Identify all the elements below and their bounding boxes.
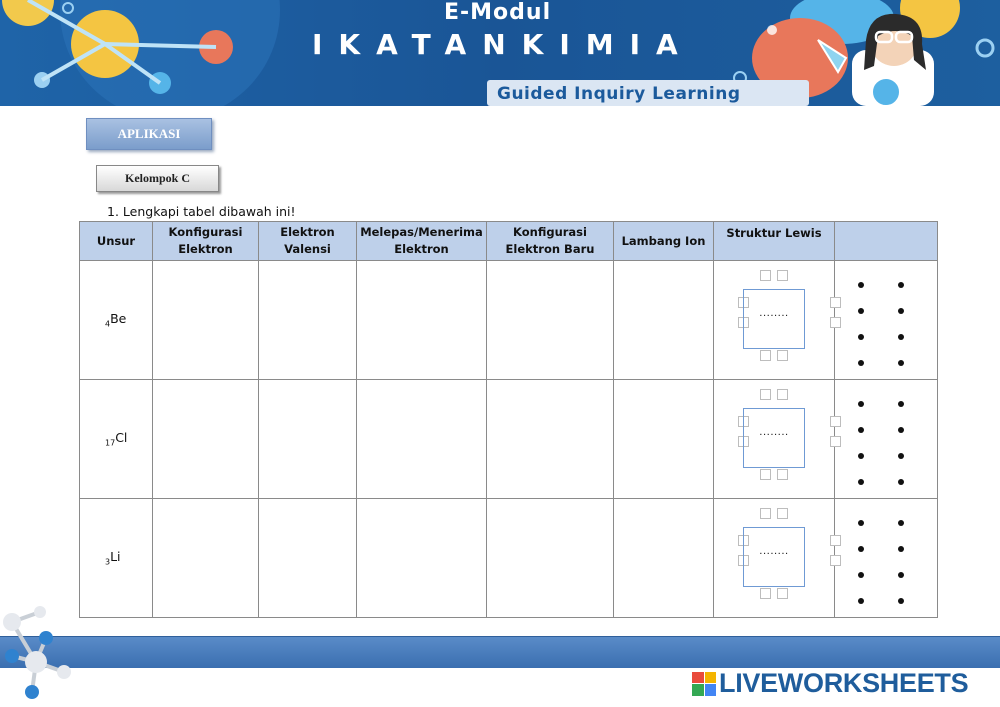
molecule-icon [0,600,80,707]
electron-dot[interactable] [898,360,904,366]
footer-bar [0,636,1000,668]
lewis-diagram [714,500,834,617]
konfigurasi-elektron-answer-cell[interactable] [153,261,259,380]
group-label: Kelompok C [96,165,219,192]
lewis-structure-cell [714,380,835,499]
liveworksheets-icon [692,672,716,696]
electron-dot[interactable] [898,427,904,433]
electron-dots [836,500,936,617]
electron-dot[interactable] [898,401,904,407]
elektron-valensi-answer-cell[interactable] [259,499,357,618]
atomic-number: 3 [105,557,111,567]
melepas-menerima-answer-cell[interactable] [357,380,487,499]
banner-title-small: E-Modul [444,0,552,25]
electron-slot[interactable] [777,588,788,599]
electron-dot[interactable] [858,572,864,578]
header-lambang-ion: Lambang Ion [614,222,714,261]
electron-dot[interactable] [858,360,864,366]
melepas-menerima-answer-cell[interactable] [357,261,487,380]
header-elektron-valensi: Elektron Valensi [259,222,357,261]
electron-dot[interactable] [858,598,864,604]
header-unsur: Unsur [80,222,153,261]
lewis-structure-cell [714,261,835,380]
element-table [79,221,938,618]
electron-dot[interactable] [898,546,904,552]
table-header-row [80,222,938,261]
konfigurasi-elektron-answer-cell[interactable] [153,380,259,499]
electron-dot[interactable] [898,308,904,314]
lewis-symbol-input[interactable]: ........ [743,289,805,349]
electron-dot[interactable] [858,308,864,314]
table-row [80,499,938,618]
electron-dot[interactable] [858,401,864,407]
electron-dots [836,381,936,498]
konfigurasi-elektron-answer-cell[interactable] [153,499,259,618]
lewis-diagram [714,381,834,498]
electron-slot[interactable] [760,270,771,281]
banner-title-main: IKATANKIMIA [312,28,694,61]
electron-dot[interactable] [898,479,904,485]
table-row [80,261,938,380]
electron-dot[interactable] [858,520,864,526]
section-label-aplikasi: APLIKASI [86,118,212,150]
elektron-valensi-answer-cell[interactable] [259,380,357,499]
electron-slot[interactable] [777,508,788,519]
electron-slot[interactable] [777,270,788,281]
electron-dot[interactable] [858,282,864,288]
electron-dots [836,262,936,379]
electron-slot[interactable] [777,350,788,361]
konfigurasi-baru-answer-cell[interactable] [487,261,614,380]
electron-dot[interactable] [898,282,904,288]
electron-dot[interactable] [898,520,904,526]
electron-dot[interactable] [858,546,864,552]
electron-dot[interactable] [858,334,864,340]
table-row [80,380,938,499]
electron-dot[interactable] [898,453,904,459]
header-banner [0,0,1000,106]
lewis-symbol-input[interactable]: ........ [743,527,805,587]
element-symbol-cell [80,499,153,618]
lambang-ion-answer-cell[interactable] [614,261,714,380]
element-symbol: Li [110,549,121,565]
electron-slot[interactable] [760,469,771,480]
lambang-ion-answer-cell[interactable] [614,499,714,618]
lambang-ion-answer-cell[interactable] [614,380,714,499]
lewis-symbol-input[interactable]: ........ [743,408,805,468]
instruction-text: 1. Lengkapi tabel dibawah ini! [107,204,296,219]
header-dots [835,222,938,261]
header-struktur-lewis: Struktur Lewis [714,222,835,261]
electron-slot[interactable] [777,469,788,480]
element-symbol-cell [80,261,153,380]
electron-slot[interactable] [760,508,771,519]
electron-dot[interactable] [898,572,904,578]
liveworksheets-logo [692,668,968,699]
liveworksheets-brand: LIVEWORKSHEETS [719,668,969,698]
header-konfigurasi-baru: Konfigurasi Elektron Baru [487,222,614,261]
header-melepas-menerima: Melepas/Menerima Elektron [357,222,487,261]
electron-dot[interactable] [898,598,904,604]
electron-dots-cell [835,380,938,499]
electron-slot[interactable] [760,588,771,599]
electron-dot[interactable] [858,453,864,459]
electron-dots-cell [835,499,938,618]
element-symbol-cell [80,380,153,499]
electron-slot[interactable] [760,350,771,361]
atomic-number: 17 [105,438,116,448]
element-symbol: Be [110,311,127,327]
electron-dot[interactable] [858,479,864,485]
elektron-valensi-answer-cell[interactable] [259,261,357,380]
atomic-number: 4 [105,319,111,329]
electron-dot[interactable] [898,334,904,340]
header-konfigurasi-elektron: Konfigurasi Elektron [153,222,259,261]
lewis-structure-cell [714,499,835,618]
electron-dot[interactable] [858,427,864,433]
konfigurasi-baru-answer-cell[interactable] [487,380,614,499]
konfigurasi-baru-answer-cell[interactable] [487,499,614,618]
lewis-diagram [714,262,834,379]
banner-subtitle: Guided Inquiry Learning [497,84,741,104]
electron-slot[interactable] [777,389,788,400]
element-symbol: Cl [115,430,128,446]
electron-slot[interactable] [760,389,771,400]
electron-dots-cell [835,261,938,380]
melepas-menerima-answer-cell[interactable] [357,499,487,618]
